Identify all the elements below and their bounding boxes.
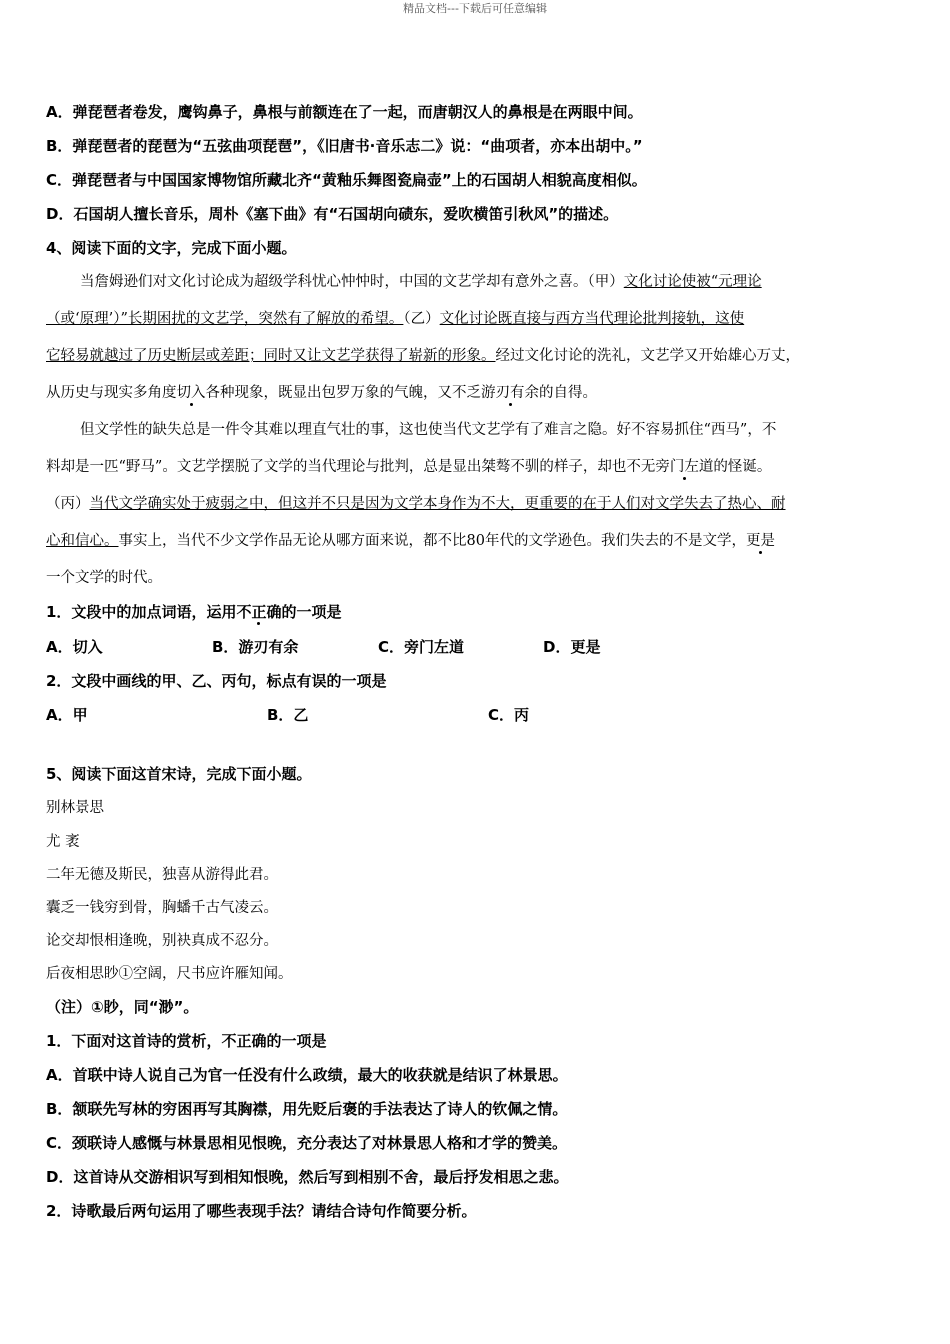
passage-text: 各种现象，既显出包罗万象的气魄，又不乏 <box>205 385 481 401</box>
q3-option-a: A．弹琵琶者卷发，鹰钩鼻子，鼻根与前额连在了一起，而唐朝汉人的鼻根是在两眼中间。 <box>46 103 643 121</box>
q4-sub1-question <box>46 602 341 622</box>
poem-line: 后夜相思眇①空阔，尺书应许雁知闻。 <box>46 966 293 982</box>
q4-sub1-option-c: C．旁门左道 <box>378 638 465 656</box>
q4-sub1-option-b: B．游刃有余 <box>212 638 299 656</box>
poem-author: 尤 袤 <box>46 834 80 850</box>
emphasis-not-correct: 不正确 <box>236 603 282 621</box>
poem-line: 囊乏一钱穷到骨，胸蟠千古气凌云。 <box>46 900 278 916</box>
q4-sub2-question: 2．文段中画线的甲、乙、丙句，标点有误的一项是 <box>46 672 387 690</box>
q5-sub1-option-c: C．颈联诗人感慨与林景思相见恨晚，充分表达了对林景思人格和才学的赞美。 <box>46 1134 568 1152</box>
passage-text: （丙） <box>46 496 90 512</box>
q4-passage-p1-line2 <box>46 309 744 329</box>
q4-passage-p2-line4 <box>46 531 775 551</box>
dotted-word-qieru: 切入 <box>176 385 206 401</box>
q4-passage-p1-line4 <box>46 383 597 403</box>
passage-text: 的怪诞。 <box>713 459 772 475</box>
q5-sub2-question: 2．诗歌最后两句运用了哪些表现手法？请结合诗句作简要分析。 <box>46 1202 477 1220</box>
q4-sub1-option-a: A．切入 <box>46 638 103 656</box>
passage-text: 的自得。 <box>539 385 597 401</box>
q4-sub2-option-c: C．丙 <box>488 706 530 724</box>
q4-passage-p2-line2 <box>46 457 771 477</box>
underlined-sentence-jia: （或‘原理’）”长期困扰的文艺学，突然有了解放的希望。 <box>46 311 404 327</box>
q4-title: 4、阅读下面的文字，完成下面小题。 <box>46 239 297 257</box>
passage-text: （乙） <box>403 311 440 327</box>
underlined-sentence-jia: 文化讨论使被“元理论 <box>623 274 762 290</box>
underlined-sentence-yi: 文化讨论既直接与西方当代理论批判接轨，这使 <box>439 311 745 327</box>
q3-option-c: C．弹琵琶者与中国国家博物馆所藏北齐“黄釉乐舞图瓷扁壶”上的石国胡人相貌高度相似。 <box>46 171 647 189</box>
poem-line: 论交却恨相逢晚，别袂真成不忍分。 <box>46 933 278 949</box>
page-header: 精品文档---下载后可任意编辑 <box>403 2 547 15</box>
q5-sub1-question: 1．下面对这首诗的赏析，不正确的一项是 <box>46 1032 327 1050</box>
q4-passage-p2-line5: 一个文学的时代。 <box>46 570 162 586</box>
q5-sub1-option-a: A．首联中诗人说自己为官一任没有什么政绩，最大的收获就是结识了林景思。 <box>46 1066 568 1084</box>
passage-text: 从历史与现实多角度 <box>46 385 177 401</box>
dotted-word-gengshi: 更是 <box>745 533 775 549</box>
q4-passage-p1-line3 <box>46 346 800 366</box>
q5-sub1-option-d: D．这首诗从交游相识写到相知恨晚，然后写到相别不舍，最后抒发相思之悲。 <box>46 1168 569 1186</box>
passage-text: 料却是一匹“野马”。文艺学摆脱了文学的当代理论与批判，总是显出桀骜不驯的样子，却也不无 <box>46 459 656 475</box>
underlined-sentence-bing: 心和信心。 <box>46 533 119 549</box>
q3-option-d: D．石国胡人擅长音乐，周朴《塞下曲》有“石国胡向碛东，爱吹横笛引秋风”的描述。 <box>46 205 619 223</box>
dotted-word-pangmen: 旁门左道 <box>655 459 714 475</box>
question-text: 1．文段中的加点词语，运用 <box>46 603 237 621</box>
underlined-sentence-bing: 当代文学确实处于疲弱之中，但这并不只是因为文学本身作为不大，更重要的在于人们对文学失去了热心、耐 <box>89 496 786 512</box>
passage-text: 当詹姆逊们对文化讨论成为超级学科忧心忡忡时，中国的文艺学却有意外之喜。（甲） <box>80 274 624 290</box>
q4-passage-p1-line1 <box>80 272 762 292</box>
dotted-word-youren: 游刃有余 <box>481 385 539 401</box>
q5-sub1-option-b: B．颔联先写林的穷困再写其胸襟，用先贬后褒的手法表达了诗人的钦佩之情。 <box>46 1100 568 1118</box>
passage-text: 事实上，当代不少文学作品无论从哪方面来说，都不比80年代的文学逊色。我们失去的不是文学， <box>118 533 746 549</box>
q4-sub2-option-a: A．甲 <box>46 706 88 724</box>
underlined-sentence-yi: 它轻易就越过了历史断层或差距；同时又让文艺学获得了崭新的形象。 <box>46 348 496 364</box>
q4-passage-p2-line1: 但文学性的缺失总是一件令其难以理直气壮的事，这也使当代文艺学有了难言之隐。好不容易抓住“西马”，不 <box>80 422 777 438</box>
q4-sub1-option-d: D．更是 <box>543 638 601 656</box>
q4-sub2-option-b: B．乙 <box>267 706 309 724</box>
poem-line: 二年无德及斯民，独喜从游得此君。 <box>46 867 278 883</box>
passage-text: 经过文化讨论的洗礼，文艺学又开始雄心万丈， <box>495 348 800 364</box>
q3-option-b: B．弹琵琶者的琵琶为“五弦曲项琵琶”，《旧唐书·音乐志二》说：“曲项者，亦本出胡中。” <box>46 137 643 155</box>
question-text: 的一项是 <box>281 603 342 621</box>
q4-passage-p2-line3 <box>46 494 786 514</box>
poem-title: 别林景思 <box>46 800 104 816</box>
poem-note: （注）①眇，同“渺”。 <box>46 998 199 1016</box>
q5-title: 5、阅读下面这首宋诗，完成下面小题。 <box>46 765 312 783</box>
